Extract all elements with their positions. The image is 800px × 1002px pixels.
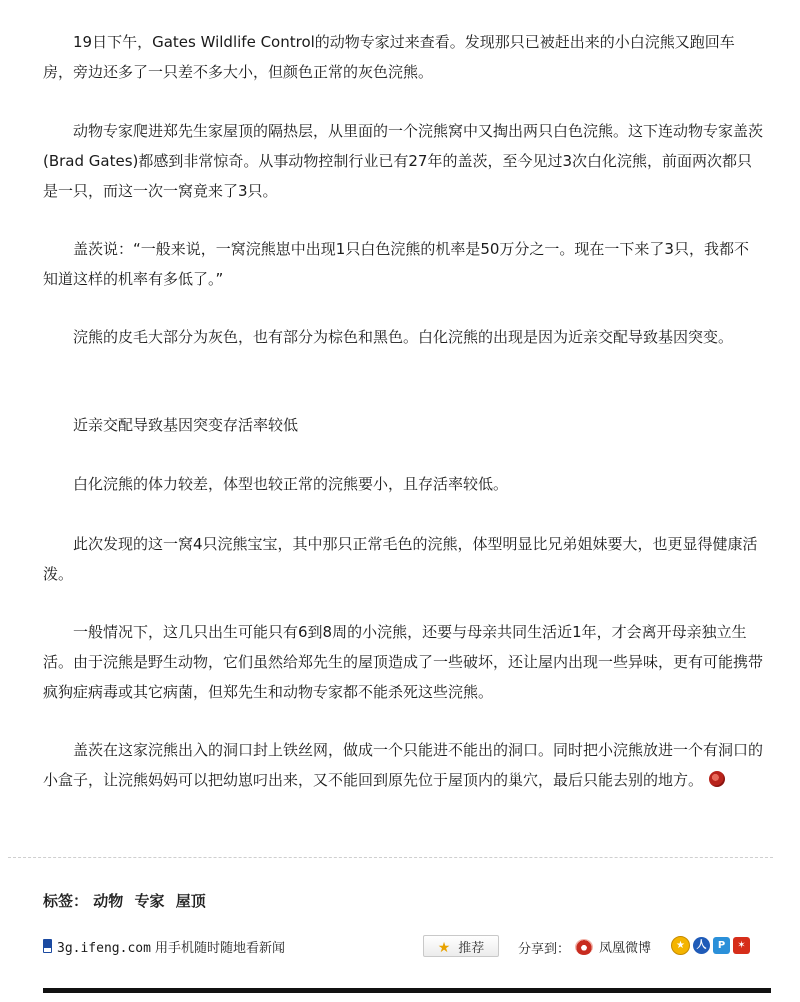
share-label: 分享到： [518, 942, 571, 957]
share-weibo-link[interactable] [575, 937, 651, 956]
article-paragraph-4: 浣熊的皮毛大部分为灰色，也有部分为棕色和黑色。白化浣熊的出现是因为近亲交配导致基因突变。 [73, 328, 734, 346]
phone-icon [43, 939, 52, 953]
recommend-label: 推荐 [458, 940, 485, 955]
article-paragraph-9-text: 盖茨在这家浣熊出入的洞口封上铁丝网，做成一个只能进不能出的洞口。同时把小浣熊放进一个有洞口的小盒子，让浣熊妈妈可以把幼崽叼出来，又不能回到原先位于屋顶内的巢穴，最后只能去别的地方。 [43, 741, 764, 789]
article-paragraph-3: 盖茨说：“一般来说，一窝浣熊崽中出现1只白色浣熊的机率是50万分之一。现在一下来了3只，我都不知道这样的机率有多低了。” [43, 240, 749, 288]
tags-label: 标签： [43, 892, 89, 910]
weibo-label: 凤凰微博 [599, 941, 652, 956]
recommend-button[interactable] [423, 935, 499, 957]
article-paragraph-2: 动物专家爬进郑先生家屋顶的隔热层，从里面的一个浣熊窝中又掏出两只白色浣熊。这下连动物专家盖茨(Brad Gates)都感到非常惊奇。从事动物控制行业已有27年的盖茨，至今见过3次白化浣熊，前面两次都只是一只，而这一次一窝竟来了3只。 [43, 122, 764, 200]
douban-icon[interactable]: ✶ [733, 937, 750, 954]
star-icon: ★ [437, 939, 451, 955]
article-paragraph-9 [43, 735, 763, 795]
footer-rule [43, 988, 771, 993]
weibo-icon [575, 939, 593, 955]
mobile-site-link[interactable]: 3g.ifeng.com [57, 941, 151, 956]
article-subheading: 近亲交配导致基因突变存活率较低 [73, 416, 299, 434]
tag-link-animal[interactable]: 动物 [93, 892, 124, 910]
tag-link-expert[interactable]: 专家 [134, 892, 165, 910]
share-toolbar [43, 935, 770, 959]
article-paragraph-6: 白化浣熊的体力较差，体型也较正常的浣熊要小，且存活率较低。 [73, 475, 509, 493]
mobile-promo-text: 用手机随时随地看新闻 [150, 941, 286, 956]
tags-row [43, 890, 212, 911]
section-divider [8, 857, 773, 858]
article-paragraph-7: 此次发现的这一窝4只浣熊宝宝，其中那只正常毛色的浣熊，体型明显比兄弟姐妹要大，也更显得健康活泼。 [43, 535, 758, 583]
kaixin-icon[interactable]: P [713, 937, 730, 954]
share-icon-group [671, 936, 753, 955]
mobile-promo [43, 937, 285, 956]
tag-link-roof[interactable]: 屋顶 [175, 892, 206, 910]
renren-icon[interactable]: 人 [693, 937, 710, 954]
article-paragraph-8: 一般情况下，这几只出生可能只有6到8周的小浣熊，还要与母亲共同生活近1年，才会离开母亲独立生活。由于浣熊是野生动物，它们虽然给郑先生的屋顶造成了一些破坏，还让屋内出现一些异味，更有可能携带疯狗症病毒或其它病菌，但郑先生和动物专家都不能杀死这些浣熊。 [43, 623, 764, 701]
qzone-icon[interactable]: ★ [671, 936, 690, 955]
article-paragraph-1: 19日下午，Gates Wildlife Control的动物专家过来查看。发现那只已被赶出来的小白浣熊又跑回车房，旁边还多了一只差不多大小，但颜色正常的灰色浣熊。 [43, 33, 735, 81]
ifeng-logo-icon [709, 771, 725, 787]
